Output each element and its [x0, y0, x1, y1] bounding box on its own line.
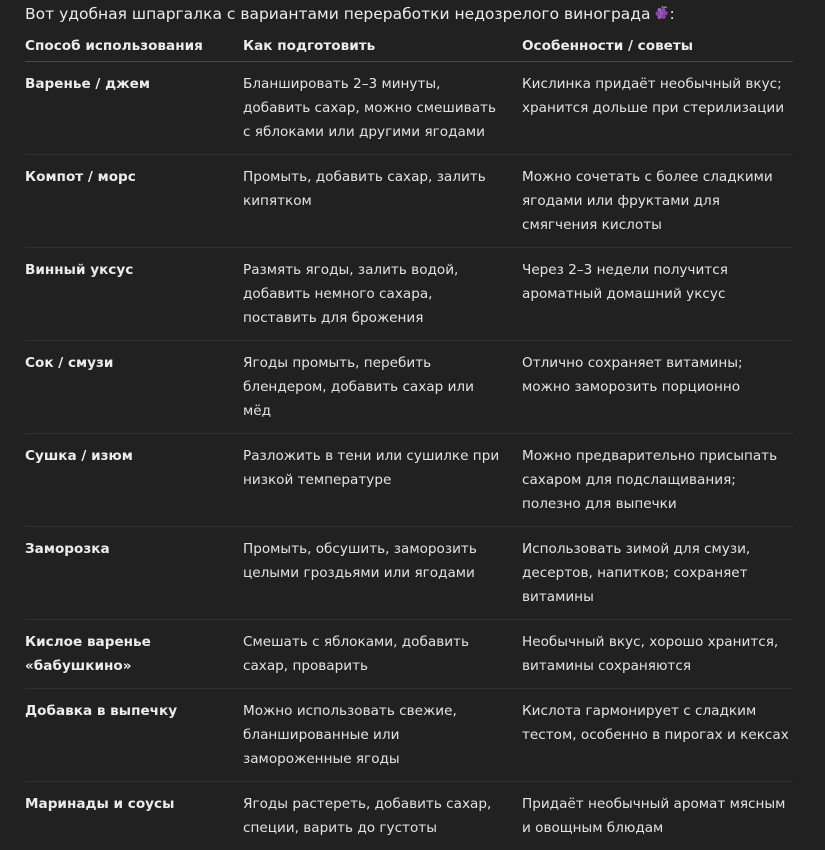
table-row — [25, 527, 793, 620]
cell-method: Заморозка — [25, 527, 243, 620]
cell-tips: Можно предварительно присыпать сахаром для подслащивания; полезно для выпечки — [522, 434, 793, 527]
grapes-icon — [654, 4, 670, 28]
intro-sentence: Вот удобная шпаргалка с вариантами переработки недозрелого винограда — [25, 5, 651, 23]
cell-method: Сушка / изюм — [25, 434, 243, 527]
cell-tips: Использовать зимой для смузи, десертов, напитков; сохраняет витамины — [522, 527, 793, 620]
cell-prepare: Можно использовать свежие, бланшированные или замороженные ягоды — [243, 689, 522, 782]
cell-prepare: Промыть, обсушить, заморозить целыми гроздьями или ягодами — [243, 527, 522, 620]
table-row — [25, 248, 793, 341]
cell-tips: Необычный вкус, хорошо хранится, витамины сохраняются — [522, 620, 793, 689]
header-method: Способ использования — [25, 33, 243, 62]
table-row — [25, 620, 793, 689]
cell-tips: Можно сочетать с более сладкими ягодами или фруктами для смягчения кислоты — [522, 155, 793, 248]
cell-prepare: Ягоды растереть, добавить сахар, специи, варить до густоты — [243, 782, 522, 850]
cell-tips: Кислинка придаёт необычный вкус; хранится дольше при стерилизации — [522, 62, 793, 155]
intro-text — [25, 2, 675, 28]
table-row — [25, 341, 793, 434]
table-row — [25, 434, 793, 527]
cell-method: Варенье / джем — [25, 62, 243, 155]
table-row — [25, 782, 793, 850]
table-row — [25, 689, 793, 782]
cell-method: Кислое варенье «бабушкино» — [25, 620, 243, 689]
cell-method: Добавка в выпечку — [25, 689, 243, 782]
cell-prepare: Бланшировать 2–3 минуты, добавить сахар, можно смешивать с яблоками или другими ягодами — [243, 62, 522, 155]
cell-tips: Кислота гармонирует с сладким тестом, особенно в пирогах и кексах — [522, 689, 793, 782]
cell-prepare: Смешать с яблоками, добавить сахар, проварить — [243, 620, 522, 689]
cell-method: Сок / смузи — [25, 341, 243, 434]
header-prepare: Как подготовить — [243, 33, 522, 62]
cheatsheet-table — [25, 33, 793, 850]
cell-prepare: Размять ягоды, залить водой, добавить немного сахара, поставить для брожения — [243, 248, 522, 341]
cell-prepare: Ягоды промыть, перебить блендером, добавить сахар или мёд — [243, 341, 522, 434]
cell-method: Маринады и соусы — [25, 782, 243, 850]
cell-tips: Через 2–3 недели получится ароматный домашний уксус — [522, 248, 793, 341]
table-row — [25, 155, 793, 248]
intro-colon: : — [670, 5, 675, 23]
cell-method: Винный уксус — [25, 248, 243, 341]
cell-tips: Придаёт необычный аромат мясным и овощным блюдам — [522, 782, 793, 850]
table-row — [25, 62, 793, 155]
cell-tips: Отлично сохраняет витамины; можно заморозить порционно — [522, 341, 793, 434]
header-tips: Особенности / советы — [522, 33, 793, 62]
cell-prepare: Промыть, добавить сахар, залить кипятком — [243, 155, 522, 248]
cell-method: Компот / морс — [25, 155, 243, 248]
cell-prepare: Разложить в тени или сушилке при низкой температуре — [243, 434, 522, 527]
table-header-row — [25, 33, 793, 62]
